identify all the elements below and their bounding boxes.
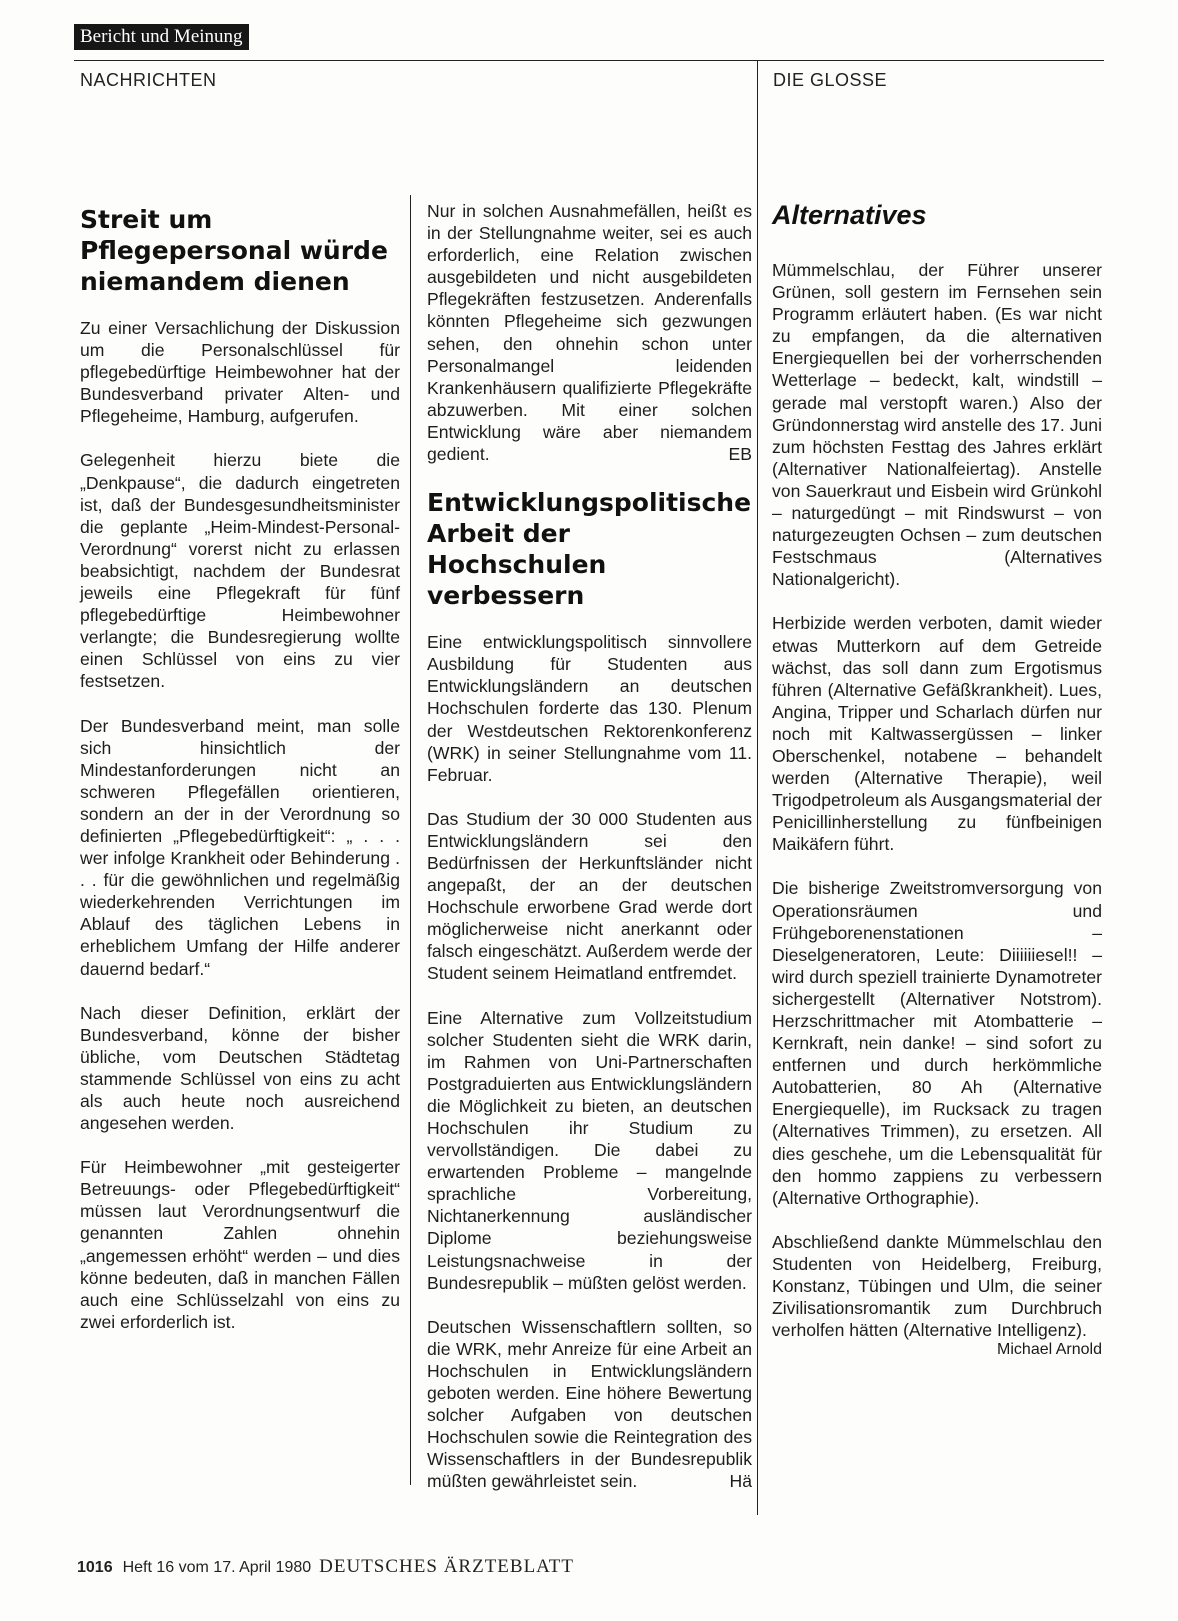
article-signature: Hä <box>729 1471 752 1492</box>
article-title: Streit um Pflegepersonal würde niemandem dienen <box>80 205 388 296</box>
top-rule <box>74 60 1104 61</box>
glosse-author: Michael Arnold <box>997 1341 1102 1359</box>
right-rubric: DIE GLOSSE <box>773 70 888 90</box>
article-paragraph-text: Deutschen Wissenschaftlern sollten, so die WRK, mehr Anreize für eine Arbeit an Hochschulen in Entwicklungsländern geboten werden. Eine höhere Bewertung solcher Aufgaben von deutschen Hochschulen sowie die Reintegration des Wissenschaftlers in der Bundesrepublik müßten gewährleistet sein. <box>427 1316 752 1492</box>
article-paragraph-text: Nur in solchen Ausnahmefällen, heißt es in der Stellungnahme weiter, sei es auch erforderlich, eine Relation zwischen ausgebildeten und nicht ausgebildeten Pflegekräften festzusetzen. Anderenfalls könnten Pflegeheime sich gezwungen sehen, den ohnehin schon unter Personalmangel leidenden Krankenhäusern qualifizierte Pflegekräfte abzuwerben. Mit einer solchen Entwicklung wäre aber niemandem gedient. <box>427 201 752 465</box>
journal-name: DEUTSCHES ÄRZTEBLATT <box>319 1556 575 1577</box>
glosse-paragraph: Herbizide werden verboten, damit wieder etwas Mutterkorn auf dem Getreide wächst, das soll dann zum Ergotismus führen (Alternative Gefäßkrankheit). Lues, Angina, Tripper und Scharlach dürfen nur noch mit Kaltwassergüssen – linker Oberschenkel, notabene – behandelt werden (Alternative Therapie), weil Trigodpetroleum als Ausgangsmaterial der Penicillinherstellung zu fünfbeinigen Maikäfern führt. <box>772 613 1102 855</box>
article-paragraph: Eine entwicklungspolitisch sinnvollere Ausbildung für Studenten aus Entwicklungsländern an deutschen Hochschulen forderte das 130. Plenum der Westdeutschen Rektorenkonferenz (WRK) in seiner Stellungnahme vom 11. Februar. <box>427 632 752 785</box>
article-paragraph: Nach dieser Definition, erklärt der Bundesverband, könne der bisher übliche, vom Deutschen Städtetag stammende Schlüssel von eins zu acht als auch heute noch ausreichend angesehen werden. <box>80 1002 400 1134</box>
article-pflegepersonal-col1 <box>80 200 400 1355</box>
article-paragraph: Der Bundesverband meint, man solle sich hinsichtlich der Mindestanforderungen nicht an schweren Pflegefällen orientieren, sondern an der in der Verordnung so definierten „Pflegebedürftigkeit“: „ . . . wer infolge Krankheit oder Behinderung . . . für die gewöhnlichen und regelmäßig wiederkehrenden Verrichtungen im Ablauf des täglichen Lebens in erheblichem Umfang der Hilfe anderer dauernd bedarf.“ <box>80 715 400 979</box>
section-tag: Bericht und Meinung <box>74 24 249 50</box>
glosse-paragraph: Abschließend dankte Mümmelschlau den Studenten von Heidelberg, Freiburg, Konstanz, Tübingen und Ulm, die seiner Zivilisationsromantik zum Durchbruch verholfen hätten (Alternative Intelligenz). <box>772 1231 1102 1341</box>
issue-info: Heft 16 vom 17. April 1980 <box>122 1559 312 1576</box>
page-footer <box>77 1556 574 1578</box>
glosse-divider <box>757 60 758 1515</box>
glosse-column <box>772 200 1102 1359</box>
article-column-2 <box>427 200 752 1515</box>
article-paragraph <box>427 200 752 465</box>
column-divider <box>410 195 411 1485</box>
glosse-paragraph: Die bisherige Zweitstromversorgung von Operationsräumen und Frühgeborenenstationen – Dieselgeneratoren, Leute: Diiiiiiesel!! – wird durch speziell trainierte Dynamotreter sichergestellt (Alternativer Notstrom). Herzschrittmacher mit Atombatterie – Kernkraft, nein danke! – sind sofort zu entfernen und durch herkömmliche Autobatterien, 80 Ah (Alternative Energiequelle), im Rucksack zu tragen (Alternatives Trimmen), zu ersetzen. All dies geschehe, um die Lebensqualität für den hommo zappiens zu verbessern (Alternative Orthographie). <box>772 878 1102 1208</box>
article-paragraph: Für Heimbewohner „mit gesteigerter Betreuungs- oder Pflegebedürftigkeit“ müssen laut Verordnungsentwurf die genannten Zahlen ohnehin „angemessen erhöht“ werden – und dies könne bedeuten, daß in manchen Fällen auch eine Schlüsselzahl von eins zu zwei erforderlich ist. <box>80 1157 400 1332</box>
article-paragraph: Eine Alternative zum Vollzeitstudium solcher Studenten sieht die WRK darin, im Rahmen von Uni-Partnerschaften Postgraduierten aus Entwicklungsländern die Möglichkeit zu bieten, an deutschen Hochschulen ihr Studium zu vervollständigen. Die dabei zu erwartenden Probleme – mangelnde sprachliche Vorbereitung, Nichtanerkennung ausländischer Diplome beziehungsweise Leistungsnachweise in der Bundesrepublik – müßten gelöst werden. <box>427 1007 752 1293</box>
article-paragraph: Das Studium der 30 000 Studenten aus Entwicklungsländern sei den Bedürfnissen der Herkunftsländer nicht angepaßt, der an der deutschen Hochschule erworbene Grad werde dort möglicherweise nicht anerkannt oder falsch eingeschätzt. Außerdem werde der Student seinem Heimatland entfremdet. <box>427 808 752 984</box>
article-paragraph <box>427 1316 752 1493</box>
glosse-paragraph: Mümmelschlau, der Führer unserer Grünen, soll gestern im Fernsehen sein Programm erläutert haben. (Es war nicht zu empfangen, da die alternativen Energiequellen bei der vorherrschenden Wetterlage – bedeckt, kalt, windstill – gerade mal verstopft waren.) Also der Gründonnerstag wird anstelle des 17. Juni zum höchsten Festtag des Jahres erklärt (Alternativer Nationalfeiertag). Anstelle von Sauerkraut und Eisbein wird Grünkohl – naturgedüngt – mit Rindswurst – von naturgezeugten Ochsen – zum deutschen Festschmaus (Alternatives Nationalgericht). <box>772 260 1102 590</box>
left-rubric: NACHRICHTEN <box>80 70 217 90</box>
article-signature: EB <box>728 444 752 465</box>
page-number: 1016 <box>77 1559 113 1576</box>
article-title: Entwicklungspolitische Arbeit der Hochschulen verbessern <box>427 488 752 611</box>
article-paragraph: Zu einer Versachlichung der Diskussion um die Personalschlüssel für pflegebedürftige Heimbewohner hat der Bundesverband privater Alten- und Pflegeheime, Hamburg, aufgerufen. <box>80 318 400 427</box>
article-paragraph: Gelegenheit hierzu biete die „Denkpause“, die dadurch eingetreten ist, daß der Bundesgesundheitsminister die geplante „Heim-Mindest-Personal-Verordnung“ vorerst nicht zu erlassen beabsichtigt, nachdem der Bundesrat jeweils eine Pflegekraft für fünf pflegebedürftige Heimbewohner verlangte; die Bundesregierung wollte einen Schlüssel von eins zu vier festsetzen. <box>80 450 400 692</box>
glosse-title: Alternatives <box>772 200 927 230</box>
